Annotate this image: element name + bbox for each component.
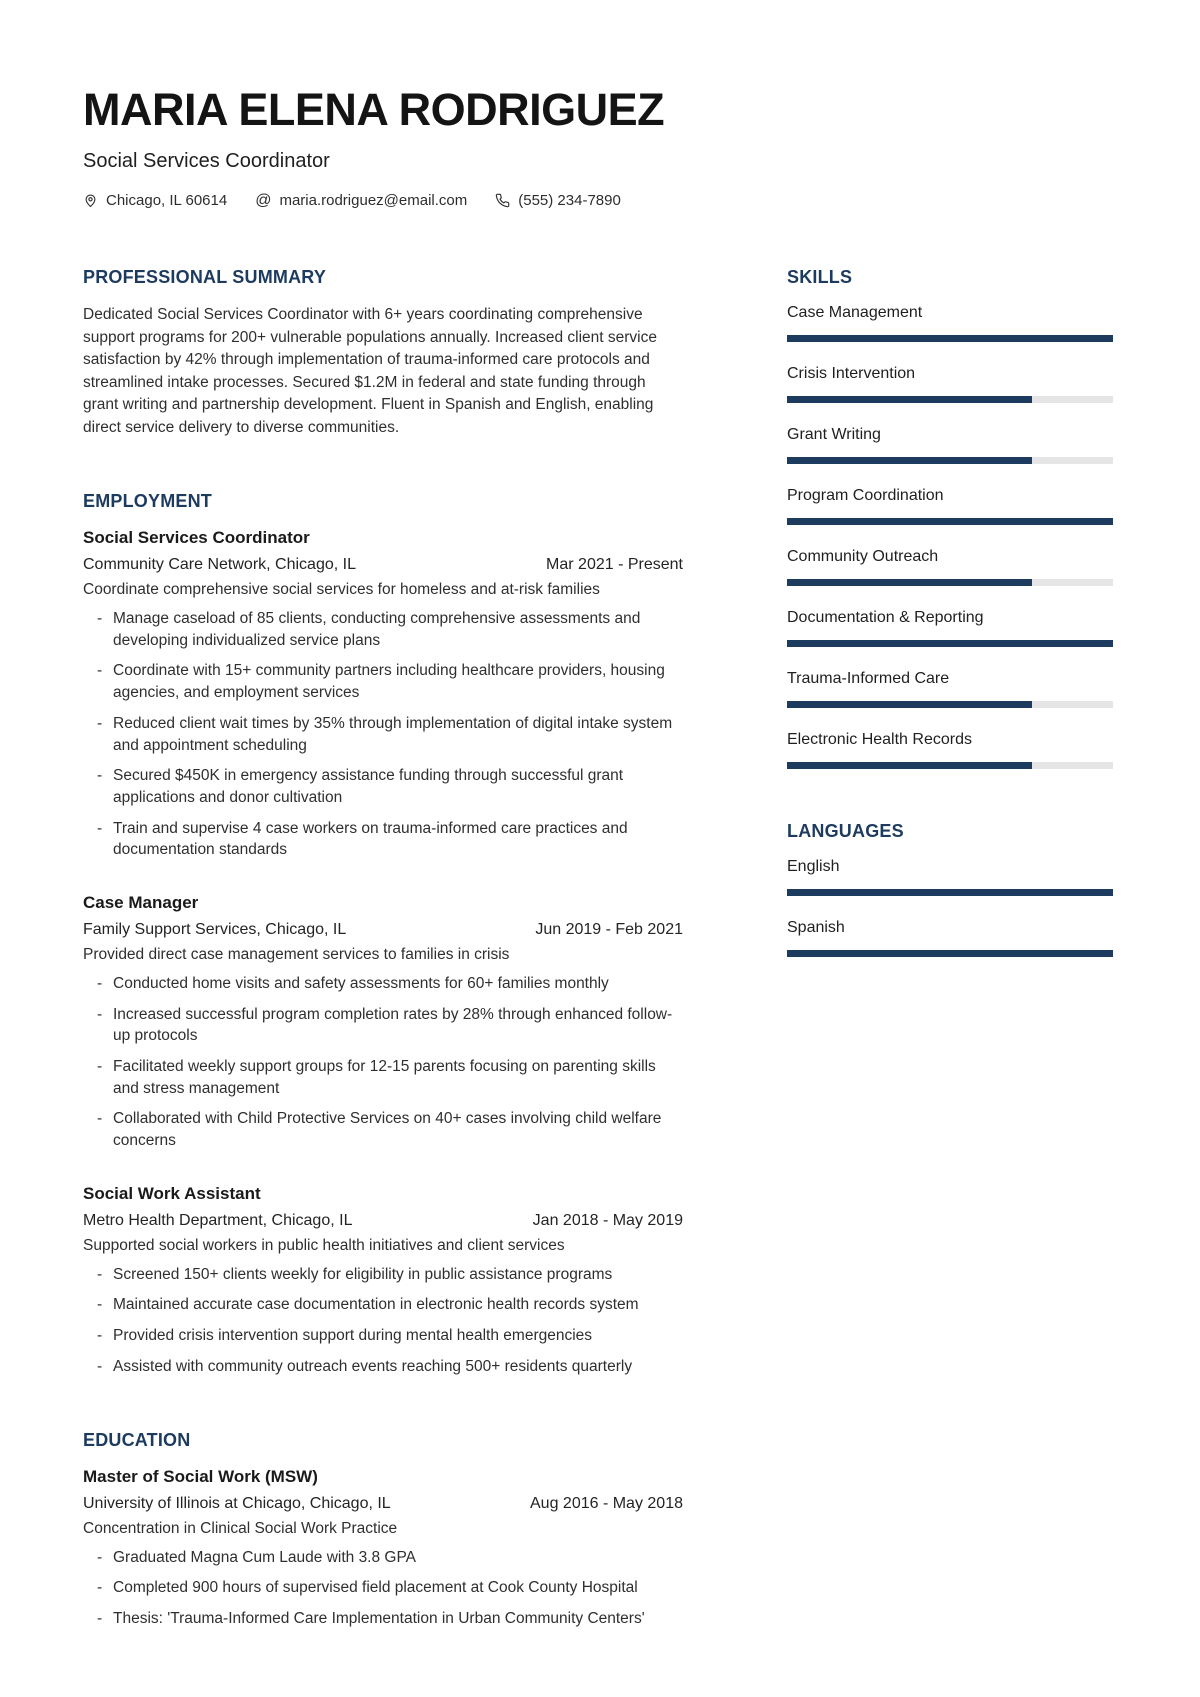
degree-school: University of Illinois at Chicago, Chicago, IL xyxy=(83,1494,391,1512)
languages-heading: LANGUAGES xyxy=(787,821,904,842)
contact-phone xyxy=(495,192,621,209)
contact-location-text: Chicago, IL 60614 xyxy=(106,192,228,210)
job-bullets xyxy=(83,608,683,861)
skill-bar-fill xyxy=(787,457,1032,464)
skill-label: Crisis Intervention xyxy=(787,365,916,383)
job-company: Metro Health Department, Chicago, IL xyxy=(83,1211,353,1229)
bullet-item: - Increased successful program completion rates by 28% through enhanced follow-up protocols xyxy=(83,1004,683,1047)
skill-item xyxy=(787,426,1113,464)
language-bar-fill xyxy=(787,950,1113,957)
skill-item xyxy=(787,365,1113,403)
job-dates: Mar 2021 - Present xyxy=(546,556,683,574)
skill-item xyxy=(787,609,1113,647)
bullet-item: - Maintained accurate case documentation in electronic health records system xyxy=(83,1294,683,1316)
bullet-item: - Facilitated weekly support groups for 12-15 parents focusing on parenting skills and stress management xyxy=(83,1056,683,1099)
skill-bar-fill xyxy=(787,640,1113,647)
job-dates: Jan 2018 - May 2019 xyxy=(532,1211,683,1229)
bullet-item: - Graduated Magna Cum Laude with 3.8 GPA xyxy=(83,1547,683,1569)
skill-bar-track xyxy=(787,701,1113,708)
job-title: Social Services Coordinator xyxy=(83,528,310,548)
job-title: Case Manager xyxy=(83,892,199,912)
contact-row xyxy=(83,192,1113,209)
skill-bar-fill xyxy=(787,518,1113,525)
job-company: Family Support Services, Chicago, IL xyxy=(83,920,347,938)
job-entry xyxy=(83,1184,683,1378)
resume-header xyxy=(83,86,1113,209)
skill-item xyxy=(787,731,1113,769)
degree-description: Concentration in Clinical Social Work Practice xyxy=(83,1519,398,1537)
skill-bar-track xyxy=(787,396,1113,403)
skill-label: Documentation & Reporting xyxy=(787,609,984,627)
bullet-item: - Train and supervise 4 case workers on trauma-informed care practices and documentation standards xyxy=(83,818,683,861)
bullet-item: - Reduced client wait times by 35% through implementation of digital intake system and appointment scheduling xyxy=(83,713,683,756)
skill-label: Trauma-Informed Care xyxy=(787,670,950,688)
job-entry xyxy=(83,528,683,861)
candidate-title: Social Services Coordinator xyxy=(83,150,330,173)
skill-label: Case Management xyxy=(787,304,923,322)
contact-phone-text: (555) 234-7890 xyxy=(518,192,621,210)
skill-bar-fill xyxy=(787,762,1032,769)
job-meta xyxy=(83,1212,683,1230)
bullet-item: - Thesis: 'Trauma-Informed Care Implementation in Urban Community Centers' xyxy=(83,1608,683,1630)
skill-bar-track xyxy=(787,762,1113,769)
at-sign-icon: @ xyxy=(255,191,272,209)
skill-item xyxy=(787,548,1113,586)
languages-section xyxy=(787,821,1113,957)
bullet-item: - Collaborated with Child Protective Services on 40+ cases involving child welfare concerns xyxy=(83,1108,683,1151)
degree-title: Master of Social Work (MSW) xyxy=(83,1466,318,1486)
language-label: Spanish xyxy=(787,919,845,937)
degree-meta xyxy=(83,1495,683,1513)
education-heading: EDUCATION xyxy=(83,1429,191,1450)
main-column xyxy=(83,267,683,1629)
skill-bar-fill xyxy=(787,579,1032,586)
skill-item xyxy=(787,304,1113,342)
job-entry xyxy=(83,893,683,1152)
language-item xyxy=(787,858,1113,896)
job-description: Provided direct case management services to families in crisis xyxy=(83,945,510,963)
bullet-item: - Screened 150+ clients weekly for eligibility in public assistance programs xyxy=(83,1264,683,1286)
resume-columns xyxy=(83,267,1113,1629)
skills-section xyxy=(787,267,1113,769)
skill-bar-fill xyxy=(787,335,1113,342)
job-meta xyxy=(83,921,683,939)
skill-bar-track xyxy=(787,335,1113,342)
job-bullets xyxy=(83,1264,683,1378)
summary-section xyxy=(83,267,683,439)
candidate-name: MARIA ELENA RODRIGUEZ xyxy=(83,84,665,135)
skill-label: Grant Writing xyxy=(787,426,881,444)
skill-label: Electronic Health Records xyxy=(787,731,972,749)
degree-bullets xyxy=(83,1547,683,1630)
language-bar-fill xyxy=(787,889,1113,896)
job-description: Coordinate comprehensive social services for homeless and at-risk families xyxy=(83,581,600,599)
employment-heading: EMPLOYMENT xyxy=(83,491,213,512)
education-entry xyxy=(83,1467,683,1630)
job-bullets xyxy=(83,973,683,1152)
skill-item xyxy=(787,670,1113,708)
summary-text: Dedicated Social Services Coordinator with 6+ years coordinating comprehensive support programs for 200+ vulnerable populations annually. Increased client service satisfaction by 42% through implementation of trauma-informed care protocols and streamlined intake processes. Secured $1.2M in federal and state funding through grant writing and partnership development. Fluent in Spanish and English, enabling direct service delivery to diverse communities. xyxy=(83,306,657,436)
skill-bar-track xyxy=(787,640,1113,647)
skill-bar-track xyxy=(787,457,1113,464)
side-column xyxy=(787,267,1113,957)
job-dates: Jun 2019 - Feb 2021 xyxy=(535,920,683,938)
job-meta xyxy=(83,556,683,574)
language-label: English xyxy=(787,858,840,876)
bullet-item: - Conducted home visits and safety assessments for 60+ families monthly xyxy=(83,973,683,995)
job-title: Social Work Assistant xyxy=(83,1183,261,1203)
job-description: Supported social workers in public health initiatives and client services xyxy=(83,1236,565,1254)
location-pin-icon xyxy=(83,193,98,208)
skill-bar-track xyxy=(787,518,1113,525)
degree-dates: Aug 2016 - May 2018 xyxy=(530,1494,683,1512)
summary-heading: PROFESSIONAL SUMMARY xyxy=(83,267,327,288)
bullet-item: - Provided crisis intervention support during mental health emergencies xyxy=(83,1325,683,1347)
skill-item xyxy=(787,487,1113,525)
contact-location xyxy=(83,192,227,209)
skills-heading: SKILLS xyxy=(787,267,853,288)
language-item xyxy=(787,919,1113,957)
contact-email-text: maria.rodriguez@email.com xyxy=(279,192,468,210)
skill-label: Community Outreach xyxy=(787,548,939,566)
bullet-item: - Completed 900 hours of supervised field placement at Cook County Hospital xyxy=(83,1577,683,1599)
education-section xyxy=(83,1430,683,1630)
skill-label: Program Coordination xyxy=(787,487,944,505)
employment-section xyxy=(83,491,683,1377)
skill-bar-fill xyxy=(787,701,1032,708)
skill-bar-track xyxy=(787,579,1113,586)
job-company: Community Care Network, Chicago, IL xyxy=(83,556,356,574)
bullet-item: - Assisted with community outreach events reaching 500+ residents quarterly xyxy=(83,1356,683,1378)
phone-icon xyxy=(495,193,510,208)
contact-email xyxy=(255,192,467,209)
language-bar-track xyxy=(787,950,1113,957)
skill-bar-fill xyxy=(787,396,1032,403)
bullet-item: - Secured $450K in emergency assistance funding through successful grant applications and donor cultivation xyxy=(83,765,683,808)
language-bar-track xyxy=(787,889,1113,896)
bullet-item: - Coordinate with 15+ community partners including healthcare providers, housing agencies, and employment services xyxy=(83,660,683,703)
bullet-item: - Manage caseload of 85 clients, conducting comprehensive assessments and developing individualized service plans xyxy=(83,608,683,651)
